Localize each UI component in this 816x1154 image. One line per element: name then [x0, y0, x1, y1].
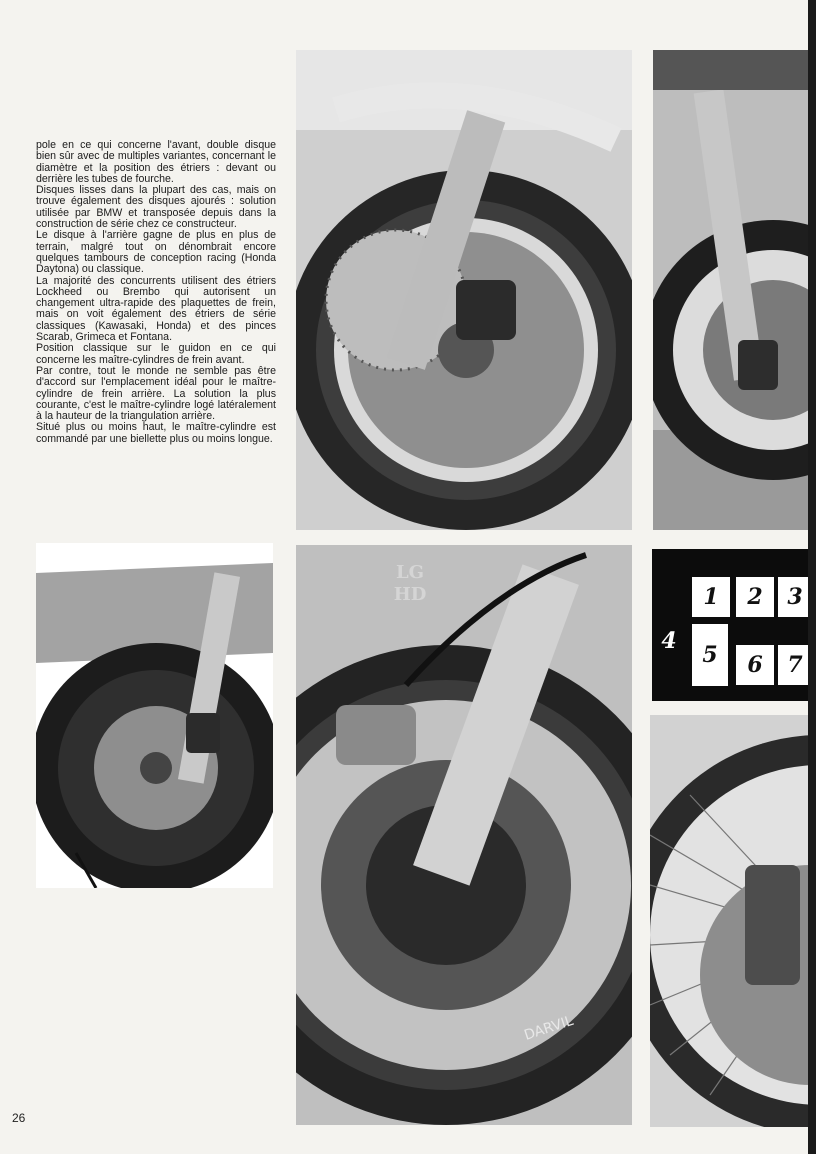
- legend-number-1: 1: [692, 577, 730, 617]
- legend-number-7: 7: [778, 645, 812, 685]
- article-text: [36, 140, 276, 445]
- paragraph-7: Situé plus ou moins haut, le maître-cylindre est commandé par une biellette plus ou moins longue.: [36, 421, 276, 445]
- photo-7-spoked-wheel: [650, 715, 810, 1127]
- legend-number-6: 6: [736, 645, 774, 685]
- paragraph-6: Par contre, tout le monde ne semble pas être d'accord sur l'emplacement idéal pour le maître-cylindre de frein arrière. La solution la plus courante, c'est le maître-cylindre logé latéralement à la hauteur de la triangulation arrière.: [36, 364, 276, 423]
- legend-number-2: 2: [736, 577, 774, 617]
- legend-number-3: 3: [778, 577, 812, 617]
- tire-lettering: DARVIL: [522, 1012, 576, 1044]
- paragraph-1: pole en ce qui concerne l'avant, double disque bien sûr avec de multiples variantes, concernant le diamètre et la position des étriers : devant ou derrière les tubes de fourche.: [36, 139, 276, 185]
- legend-number-5: 5: [692, 624, 728, 686]
- paragraph-2: Disques lisses dans la plupart des cas, mais on trouve également des disques ajourés : solution utilisée par BMW et transposée depuis dans la construction de série chez ce constructeur.: [36, 184, 276, 231]
- page-edge-shadow: [808, 0, 816, 1154]
- photo-5-large-cast-wheel: [296, 545, 632, 1125]
- paragraph-3: Le disque à l'arrière gagne de plus en plus de terrain, malgré tout on dénombrait encore quelques tambours de conception racing (Honda Daytona) ou classique.: [36, 229, 276, 276]
- legend-number-4: 4: [661, 628, 677, 654]
- photo-number-legend: [652, 549, 810, 701]
- photo-4-small-front-wheel: [36, 543, 273, 888]
- paragraph-4: La majorité des concurrents utilisent des étriers Lockheed ou Brembo qui autorisent un changement ultra-rapide des plaquettes de frein, mais on voit également des étriers de série classiques (Kawasaki, Honda) et des pinces Scarab, Grimeca et Fontana.: [36, 274, 276, 344]
- photo-2-front-wheel-fork: [653, 50, 810, 530]
- photo-1-drilled-disc-wheel: [296, 50, 632, 530]
- paragraph-5: Position classique sur le guidon en ce qui concerne les maître-cylindres de frein avant.: [36, 342, 276, 366]
- watermark-line-1: LG: [395, 562, 425, 583]
- watermark-logo: [380, 562, 440, 610]
- page-number: 26: [12, 1111, 26, 1125]
- watermark-line-2: HD: [393, 584, 427, 605]
